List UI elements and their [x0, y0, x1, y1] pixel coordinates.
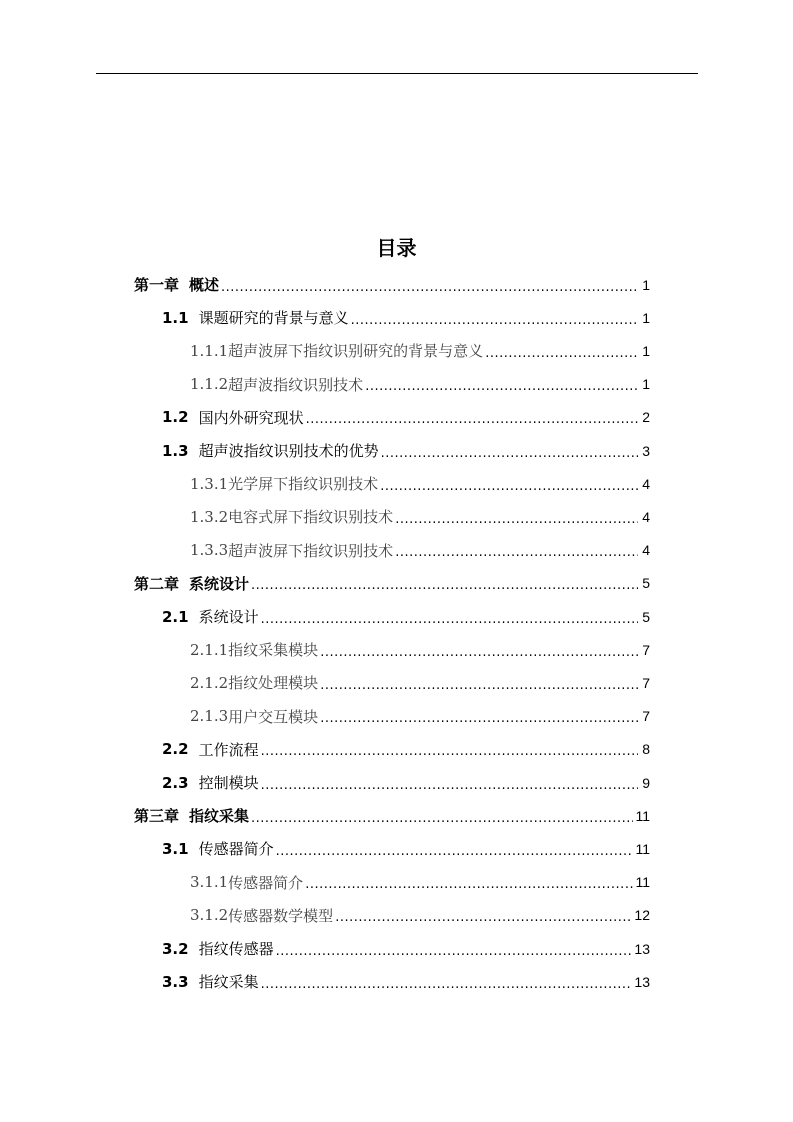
toc-leader-dots	[221, 275, 638, 295]
toc-entry[interactable]	[162, 965, 650, 998]
toc-entry-number: 2.2	[162, 740, 189, 759]
toc-entry-title: 传感器简介	[198, 840, 274, 859]
toc-leader-dots	[261, 972, 633, 992]
toc-entry-title: 概述	[189, 276, 220, 294]
toc-entry-page: 13	[634, 973, 650, 990]
toc-entry[interactable]	[190, 700, 650, 733]
toc-entry[interactable]	[190, 500, 650, 533]
toc-entry-title: 国内外研究现状	[198, 408, 304, 427]
toc-leader-dots	[381, 441, 638, 461]
toc-leader-dots	[276, 839, 634, 859]
toc-leader-dots	[251, 573, 638, 593]
toc-leader-dots	[485, 341, 638, 361]
toc-entry-number: 第一章	[134, 276, 180, 294]
toc-entry[interactable]	[190, 633, 650, 666]
toc-leader-dots	[306, 407, 638, 427]
toc-entry-title: 超声波屏下指纹识别研究的背景与意义	[228, 342, 484, 361]
toc-entry[interactable]	[162, 832, 650, 865]
toc-entry-number: 第二章	[134, 574, 180, 593]
toc-entry[interactable]	[190, 666, 650, 699]
toc-entry[interactable]	[162, 401, 650, 434]
toc-entry-title: 电容式屏下指纹识别技术	[228, 508, 394, 527]
toc-entry[interactable]	[162, 766, 650, 799]
toc-entry-page: 5	[642, 608, 650, 625]
toc-entry-title: 系统设计	[198, 608, 259, 626]
toc-entry-number: 1.1	[162, 308, 189, 327]
toc-entry-number: 第三章	[134, 807, 180, 826]
toc-leader-dots	[335, 905, 632, 925]
toc-entry-page: 12	[634, 907, 650, 924]
toc-entry[interactable]	[162, 600, 650, 633]
toc-entry-title: 传感器数学模型	[228, 906, 334, 925]
toc-entry[interactable]	[190, 334, 650, 367]
toc-entry-title: 指纹处理模块	[228, 674, 319, 693]
toc-leader-dots	[251, 806, 633, 826]
toc-entry-number: 2.3	[162, 773, 189, 792]
toc-entry-number: 1.1.1	[190, 341, 229, 360]
toc-entry-title: 超声波指纹识别技术的优势	[198, 442, 379, 460]
toc-entry[interactable]	[134, 567, 650, 600]
toc-entry[interactable]	[162, 301, 650, 334]
toc-entry[interactable]	[190, 467, 650, 500]
toc-leader-dots	[395, 507, 638, 527]
toc-entry-title: 超声波指纹识别技术	[228, 375, 364, 394]
toc-entry-title: 指纹传感器	[198, 940, 274, 958]
toc-leader-dots	[261, 773, 638, 793]
toc-entry[interactable]	[190, 899, 650, 932]
toc-entry-title: 控制模块	[198, 774, 259, 792]
toc-leader-dots	[320, 640, 638, 660]
toc-leader-dots	[261, 739, 638, 759]
toc-entry-page: 7	[642, 674, 650, 691]
toc-entry-title: 超声波屏下指纹识别技术	[228, 541, 394, 560]
toc-entry-page: 1	[642, 276, 650, 293]
toc-title: 目录	[376, 236, 417, 260]
toc-entry-number: 1.3	[162, 441, 189, 460]
toc-entry[interactable]	[162, 434, 650, 467]
toc-entry-number: 2.1.2	[190, 673, 229, 692]
toc-leader-dots	[305, 872, 633, 892]
toc-entry-page: 7	[642, 708, 650, 725]
toc-entry-title: 指纹采集	[189, 807, 250, 826]
toc-entry-page: 1	[642, 309, 650, 326]
toc-entry-page: 5	[642, 575, 650, 592]
toc-entry[interactable]	[190, 866, 650, 899]
toc-entry-page: 4	[642, 475, 650, 492]
toc-entry-number: 1.3.3	[190, 541, 229, 560]
toc-entry-page: 4	[642, 542, 650, 559]
toc-entry-page: 11	[635, 840, 650, 857]
toc-entry-title: 课题研究的背景与意义	[198, 309, 349, 328]
toc-leader-dots	[320, 706, 638, 726]
toc-entry-page: 4	[642, 508, 650, 525]
toc-entry-page: 11	[635, 807, 650, 824]
toc-entry-number: 1.2	[162, 408, 189, 427]
toc-entry-page: 3	[642, 442, 650, 459]
toc-entry-number: 2.1.3	[190, 707, 229, 726]
toc-entry-page: 1	[642, 342, 650, 359]
toc-entry-page: 1	[642, 376, 650, 393]
toc-entry-title: 光学屏下指纹识别技术	[228, 475, 379, 494]
toc-entry-title: 用户交互模块	[228, 707, 319, 726]
toc-entry-title: 系统设计	[189, 574, 250, 593]
toc-leader-dots	[276, 939, 633, 959]
toc-entry-title: 工作流程	[198, 740, 259, 759]
toc-leader-dots	[365, 374, 638, 394]
toc-entry-number: 2.1	[162, 607, 189, 626]
toc-entry-number: 1.3.2	[190, 507, 229, 526]
toc-entry[interactable]	[162, 733, 650, 766]
toc-entry-title: 指纹采集模块	[228, 641, 319, 660]
toc-entry-page: 8	[642, 741, 650, 758]
toc-entry[interactable]	[134, 799, 650, 832]
toc-entry[interactable]	[190, 534, 650, 567]
toc-leader-dots	[380, 474, 638, 494]
toc-entry-number: 2.1.1	[190, 640, 229, 659]
toc-leader-dots	[320, 673, 638, 693]
toc-entry[interactable]	[134, 268, 650, 301]
toc-leader-dots	[395, 540, 638, 560]
toc-leader-dots	[261, 607, 638, 627]
toc-entry-number: 1.1.2	[190, 375, 229, 394]
toc-entry-number: 3.1.2	[190, 906, 229, 925]
toc-entry-page: 2	[642, 409, 650, 426]
toc-entry-number: 3.2	[162, 939, 189, 958]
toc-entry-number: 3.1.1	[190, 873, 229, 892]
toc-entry-number: 3.1	[162, 839, 189, 858]
toc-entry[interactable]	[190, 368, 650, 401]
toc-entry-number: 3.3	[162, 972, 189, 991]
toc-entry-title: 指纹采集	[198, 973, 259, 992]
toc-entry-title: 传感器简介	[228, 873, 304, 892]
toc-leader-dots	[351, 308, 638, 328]
toc-entry-page: 7	[642, 641, 650, 658]
toc-entry-page: 13	[634, 940, 650, 957]
toc-entry[interactable]	[162, 932, 650, 965]
toc-entry-number: 1.3.1	[190, 474, 229, 493]
toc-entry-page: 9	[642, 774, 650, 791]
header-rule	[96, 73, 698, 74]
toc-entry-page: 11	[635, 874, 650, 891]
